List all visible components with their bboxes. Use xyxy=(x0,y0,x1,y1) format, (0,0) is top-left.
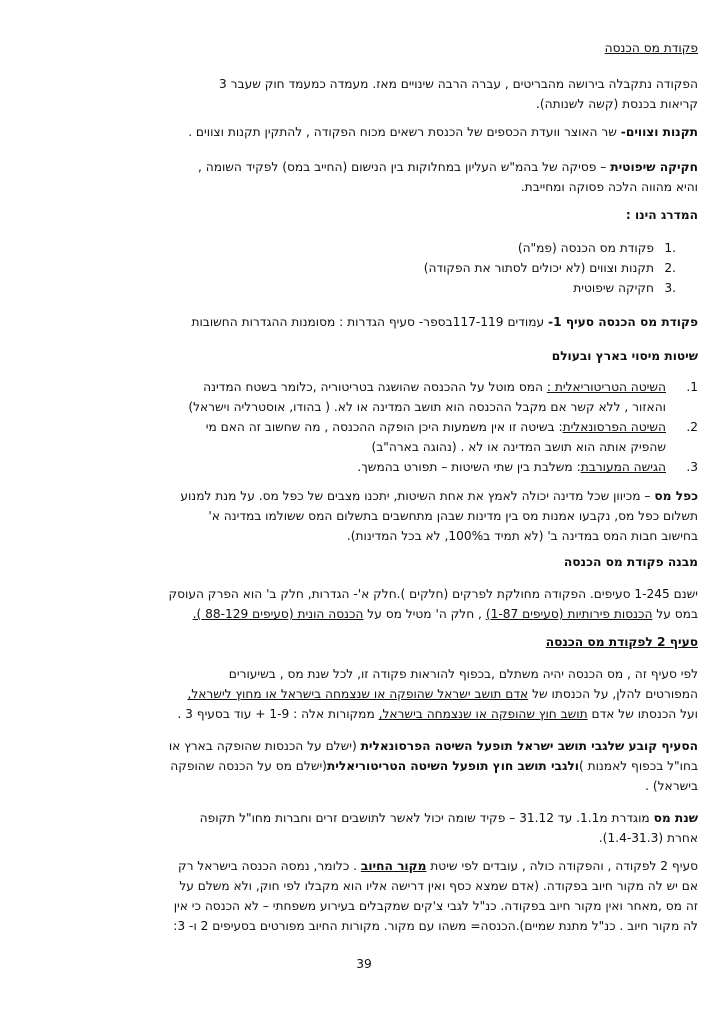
list-item: .3 חקיקה שיפוטית xyxy=(573,281,676,295)
intro-paragraph xyxy=(104,74,698,114)
intro-line: הפקודה נתקבלה בירושה מהבריטים , עברה הרבה שינויים מאז. מעמדה כמעמד חוק שעבר 3 xyxy=(219,77,698,91)
systems-title: שיטות מיסוי בארץ ובעולם xyxy=(551,349,698,363)
tax-year-term: שנת מס xyxy=(653,811,698,825)
list-item: .1 פקודת מס הכנסה (פמ"ה) xyxy=(517,241,676,255)
sec2-heading xyxy=(104,632,698,652)
system-term: הגישה המעורבת xyxy=(580,460,666,474)
double-tax-term: כפל מס xyxy=(654,489,698,503)
tax-year-paragraph: שנת מס מוגדרת מ1.1. עד 31.12 – פקיד שומה יכול לאשר לתושבים זרים וחברות מחו"ל תקופה אחרת (1.4-31.3). xyxy=(199,811,698,845)
hierarchy-title: המדרג הינו : xyxy=(625,208,698,222)
sec2-paragraph: לפי סעיף זה , מס הכנסה יהיה משתלם ,בכפוף להוראות פקודה זו, לכל שנת מס , בשיעורים המפורטים להלן, על הכנסתו של אדם תושב ישראל שהופקה או שנצמחה בישראל או מחוץ לישראל, ועל הכנסתו של אדם תושב חוץ שהופקה או שנצמחה בישראל, ממקורות אלה : 1-9 + עוד בסעיף 3 . xyxy=(177,667,698,721)
title-text: פקודת מס הכנסה xyxy=(604,41,698,55)
page-number: 39 xyxy=(356,957,372,971)
list-item: 2. השיטה הפרסונאלית: בשיטה זו אין משמעות היכן הופקה ההכנסה , מה שחשוב זה האם מי שהפיק אותה הוא תושב המדינה או לא . (נהוגה בארה"ב) xyxy=(205,420,698,454)
rule-paragraph: הסעיף קובע שלגבי תושב ישראל תופעל השיטה הפרסונאלית (ישלם על הכנסות שהופקה בארץ או בחו"ל בכפוף לאמנות )ולגבי תושב חוץ תופעל השיטה הטריטוריאלית(ישלם מס על הכנסה שהופקה בישראל) . xyxy=(168,739,698,793)
structure-title: מבנה פקודת מס הכנסה xyxy=(563,555,698,569)
systems-heading xyxy=(104,346,698,366)
source-paragraph: סעיף 2 לפקודה , והפקודה כולה , עובדים לפי שיטת מקור החיוב . כלומר, נמסה הכנסה בישראל רק אם יש לה מקור חיוב בפקודה. (אדם שמצא כסף ואין דרישה אליו הוא מקבלו לפי חוק, ולא משלם על זה מס ,מאחר ואין מקור חיוב בפקודה. כנ"ל לגבי צ'קים שמקבלים בעירוע משפחתי – לא הכנסה כי אין לה מקור חיוב . כנ"ל מתנת שמיים).הכנסה= משהו עם מקור. מקורות החיוב מפורטים בסעיפים 2 ו- 3: xyxy=(173,859,698,933)
sec2-title: סעיף 2 לפקודת מס הכנסה xyxy=(545,635,698,649)
list-item: 3. הגישה המעורבת: משלבת בין שתי השיטות – תפורט בהמשך. xyxy=(357,460,698,474)
structure-heading xyxy=(104,552,698,572)
hierarchy-heading xyxy=(104,205,698,225)
case-term: חקיקה שיפוטית xyxy=(610,160,698,174)
regs-text: שר האוצר וועדת הכספים של הכנסת רשאים מכוח הפקודה , להתקין תקנות וצווים . xyxy=(188,125,621,139)
section1-term: פקודת מס הכנסה סעיף 1- xyxy=(548,315,698,329)
system-term: השיטה הפרסונאלית xyxy=(562,420,666,434)
double-tax-paragraph: כפל מס – מכיוון שכל מדינה יכולה לאמץ את אחת השיטות, יתכנו מצבים של כפל מס. על מנת למנוע תשלום כפל מס, נקבעו אמנות מס בין מדינות שבהן מתחשבים בתשלום המס ששולמו במדינה א' בחישוב חבות המס במדינה ב' (לא תמיד ב100%, לא בכל המדינות). xyxy=(180,489,698,543)
case-text: – פסיקה של בהמ"ש העליון במחלוקות בין הנישום (החייב במס) לפקיד השומה , xyxy=(197,160,611,174)
systems-list xyxy=(108,377,698,477)
intro-line: קריאות בכנסת (קשה לשנותה). xyxy=(535,97,698,111)
case-law-paragraph xyxy=(104,157,698,197)
list-item: .2 תקנות וצווים (לא יכולים לסתור את הפקודה) xyxy=(423,261,676,275)
list-item: 1. השיטה הטריטוריאלית : המס מוטל על ההכנסה שהושגה בטריטוריה ,כלומר בשטח המדינה והאזור , ללא קשר אם מקבל ההכנסה הוא תושב המדינה או לא. ( בהודו, אוסטרליה וישראל) xyxy=(188,380,698,414)
section1-text: עמודים 117-119בספר- סעיף הגדרות : מסומנות ההגדרות החשובות xyxy=(191,315,549,329)
hierarchy-list xyxy=(200,238,676,298)
regs-paragraph xyxy=(104,122,698,142)
case-line: והיא מהווה הלכה פסוקה ומחייבת. xyxy=(520,180,698,194)
section1-paragraph xyxy=(104,312,698,332)
system-term: השיטה הטריטוריאלית : xyxy=(546,380,666,394)
structure-paragraph: ישנם 1-245 סעיפים. הפקודה מחולקת לפרקים (חלקים ).חלק א'- הגדרות, חלק ב' הוא הפרק העוסק במס על הכנסות פירותיות (סעיפים 1-87) , חלק ה' מטיל מס על הכנסה הונית (סעיפים 88-129 ). xyxy=(168,587,698,621)
regs-term: תקנות וצווים- xyxy=(620,125,698,139)
page-title xyxy=(104,38,698,58)
